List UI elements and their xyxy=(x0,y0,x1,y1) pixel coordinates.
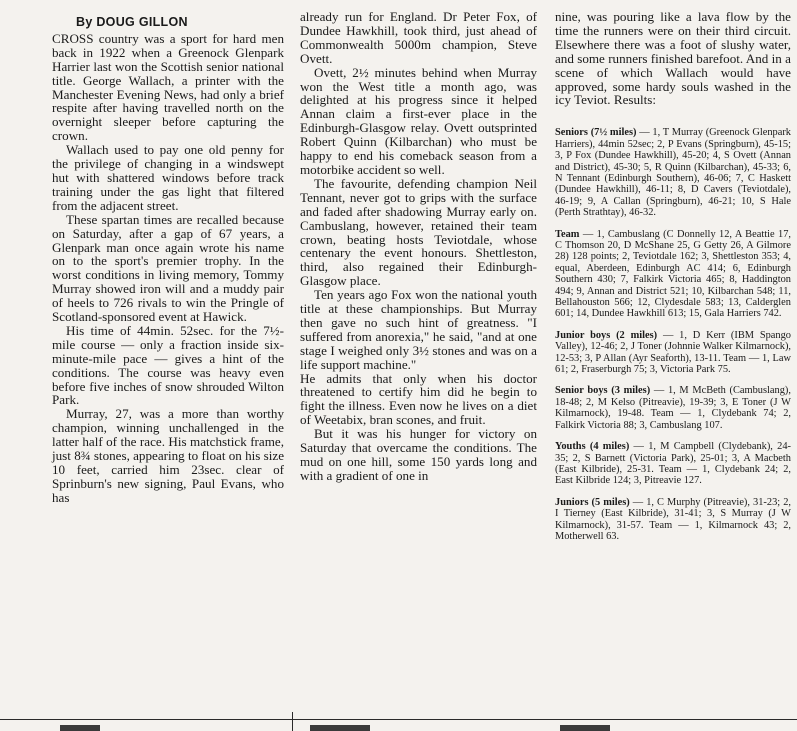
result-body: — 1, D Kerr (IBM Spango Valley), 12-46; 2, J Toner (Johnnie Walker Kilmarnock), 12-53; 3, P Allan (Ayr Seaforth), 13-11. Team — 1, Law 61; 2, Fraserburgh 75; 3, Victoria Park 75. xyxy=(555,329,791,376)
paragraph: But it was his hunger for victory on Saturday that overcame the conditions. The mud on one hill, some 150 yards long and with a gradient of one in xyxy=(300,426,537,483)
result-heading: Juniors (5 miles) xyxy=(555,496,630,508)
bottom-rule xyxy=(0,719,797,720)
paragraph: Murray, 27, was a more than worthy champion, winning unchallenged in the latter half of the race. His matchstick frame, just 8¾ stones, appearing to float on his size 10 feet, carried him 23sec. clear of Sprinburn's new signing, Paul Evans, who has xyxy=(52,406,285,505)
result-heading: Senior boys (3 miles) xyxy=(555,385,651,397)
paragraph: Wallach used to pay one old penny for the privilege of changing in a windswept hut with shattered windows before track training under the gas light that filtered from the adjacent street. xyxy=(52,142,284,213)
paragraph: He admits that only when his doctor threatened to certify him did he begin to fight the illness. Even now he lives on a diet of Weetabix, bran scones, and fruit. xyxy=(300,370,537,428)
results-list xyxy=(555,127,791,542)
paragraph: The favourite, defending champion Neil Tennant, never got to grips with the surface and faded after shadowing Murray early on. Cambuslang, however, retained their team crown, beating hosts Teviotdale, whose centenary the event honours. Shettleston, third, also regained their Edinburgh-Glasgow place. xyxy=(300,175,537,289)
column-rule xyxy=(292,712,293,731)
result-body: — 1, T Murray (Greenock Glenpark Harriers), 44min 52sec; 2, P Evans (Springburn), 45-15; 3, P Fox (Dundee Hawkhill), 45-20; 4, S Ovett (Annan and District), 45-30; 5, R Quinn (Kilbarchan), 45-33; 6, N Tennant (Edinburgh Southern), 46-06; 7, C Haskett (Dundee Hawkhill), 46-11; 8, D Cavers (Teviotdale), 46-19; 9, A Callan (Springburn), 46-21; 10, S Hale (Perth Strathtay), 46-32. xyxy=(555,127,791,219)
result-heading: Team xyxy=(555,228,580,240)
paragraph: Ten years ago Fox won the national youth title at these championships. But Murray then gave no such hint of greatness. "I suffered from anorexia," he said, "and at one stage I weighed only 3½ stones and was on a life support machine." xyxy=(300,287,537,372)
paragraph: His time of 44min. 52sec. for the 7½-mile course — only a fraction inside six-minute-mile pace — gives a hint of the conditions. The course was heavy even before five inches of snow shrouded Wilton Park. xyxy=(52,322,284,408)
result-entry xyxy=(555,385,791,431)
article-column-2 xyxy=(300,10,537,483)
article-column-3 xyxy=(555,10,791,552)
result-body: — 1, Cambuslang (C Donnelly 12, A Beattie 17, C Thomson 20, D McShane 25, G Getty 26, A Gilmore 28) 128 points; 2, Teviotdale 162; 3, Shettleston 353; 4, equal, Aberdeen, Edinburgh AC 414; 6, Edinburgh Southern 430; 7, Falkirk Victoria 465; 8, Haddington 494; 9, Annan and District 521; 10, Kilbarchan 548; 11, Bellahouston 566; 12, Clydesdale 583; 13, Calderglen 601; 14, Dundee Hawkhill 613; 15, Gala Harriers 742. xyxy=(555,228,791,320)
result-heading: Junior boys (2 miles) xyxy=(555,329,658,341)
result-heading: Youths (4 miles) xyxy=(555,441,630,453)
result-body: — 1, M Campbell (Clydebank), 24-35; 2, S Barnett (Victoria Park), 25-01; 3, A Macbeth (East Kilbride), 25-31. Team — 1, Clydebank 24; 2, East Kilbride 124; 3, Pitreavie 127. xyxy=(555,441,791,487)
cropped-text-fragment xyxy=(60,725,100,731)
paragraph: already run for England. Dr Peter Fox, of Dundee Hawkhill, took third, just ahead of Commonwealth 5000m champion, Steve Ovett. xyxy=(300,9,537,66)
result-entry xyxy=(555,127,791,218)
paragraph: Ovett, 2½ minutes behind when Murray won the West title a month ago, was delighted at his progress since it helped Annan claim a first-ever place in the Edinburgh-Glasgow relay. Ovett outsprinted Robert Quinn (Kilbarchan) who must be happy to end his comeback season from a motorbike accident so well. xyxy=(300,64,537,177)
result-body: — 1, M McBeth (Cambuslang), 18-48; 2, M Kelso (Pitreavie), 19-39; 3, E Toner (J W Kilmarnock), 19-48. Team — 1, Clydebank 74; 2, Falkirk Victoria 88; 3, Cambuslang 107. xyxy=(555,385,791,431)
result-entry xyxy=(555,441,791,487)
paragraph: CROSS country was a sport for hard men back in 1922 when a Greenock Glenpark Harrier last won the Scottish senior national title. George Wallach, a printer with the Manchester Evening News, had only a brief respite after having travelled north on the overnight sleeper before capturing the crown. xyxy=(52,30,284,144)
cropped-text-fragment xyxy=(560,725,610,731)
article-column-1 xyxy=(52,10,284,505)
result-entry xyxy=(555,330,791,376)
result-heading: Seniors (7½ miles) xyxy=(555,127,637,139)
result-entry xyxy=(555,229,791,320)
cropped-text-fragment xyxy=(310,725,370,731)
paragraph: These spartan times are recalled because on Saturday, after a gap of 67 years, a Glenpark man once again wrote his name on to the sport's premier trophy. In the worst conditions in living memory, Tommy Murray showed iron will and a muddy pair of heels to 726 rivals to win the Pringle of Scotland-sponsored event at Hawick. xyxy=(52,211,284,325)
result-entry xyxy=(555,497,791,543)
result-body: — 1, C Murphy (Pitreavie), 31-23; 2, I Tierney (East Kilbride), 31-41; 3, S Murray (J W Kilmarnock), 31-57. Team — 1, Kilmarnock 43; 2, Motherwell 63. xyxy=(555,496,791,542)
paragraph: nine, was pouring like a lava flow by the time the runners were on their third circuit. Elsewhere there was a foot of slushy water, and some runners finished barefoot. And in a scene of which Wallach would have approved, some hardy souls washed in the icy Teviot. Results: xyxy=(555,9,791,108)
byline: By DOUG GILLON xyxy=(76,15,188,29)
